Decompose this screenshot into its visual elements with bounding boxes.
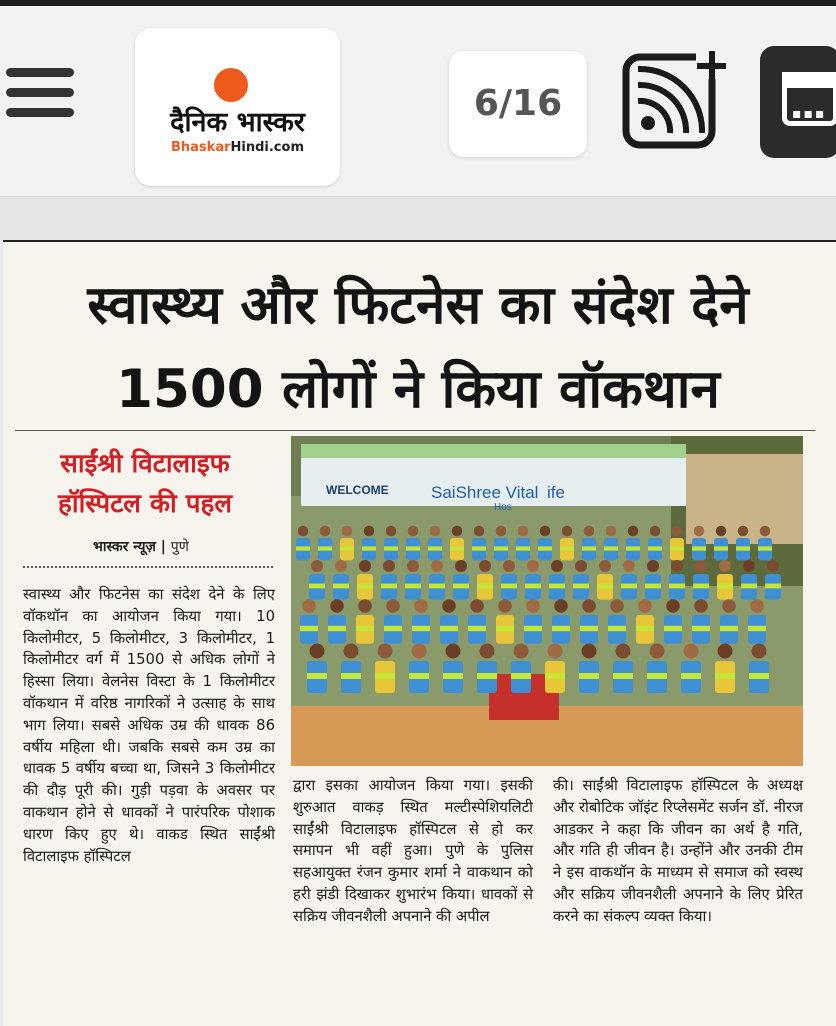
person-jersey-trim [341, 673, 361, 679]
person-head [311, 560, 323, 572]
subheading-line-2: हॉस्पिटल की पहल [58, 489, 232, 519]
person-jersey-trim [296, 546, 310, 550]
person-head [650, 644, 665, 659]
person-jersey-trim [741, 584, 757, 589]
person-head [606, 526, 617, 537]
person-jersey-trim [582, 546, 596, 550]
walkathon-group-photo [291, 436, 803, 766]
person-jersey-trim [714, 546, 728, 550]
person-head [671, 560, 683, 572]
article-column-1: स्वास्थ्य और फिटनेस का संदेश देने के लिए वॉकथॉन का आयोजन किया गया। 10 किलोमीटर, 5 किलोमीटर, 3 किलोमीटर, 1 किलोमीटर वर्ग में 1500 से अधिक लोगों ने हिस्सा लिया। वेलनेस विस्टा के 1 किलोमीटर वॉकथान में वरिष्ठ नागरिकों ने उत्साह के साथ भाग लिया। सबसे अधिक उम्र की धावक 86 वर्षीय महिला थी। जबकि सबसे कम उम्र का धावक 5 वर्षीय बच्चा था, जिसने 3 किलोमीटर की दौड़ पूरी की। गुड़ी पड़वा के अवसर पर वाकथान होने से धावकों ने पारंपरिक पोशाक धारण किए हुए थे। वाकड स्थित साईंश्री विटालाइफ हॉस्पिटल [23, 586, 275, 865]
person-head [548, 644, 563, 659]
person-head [442, 599, 456, 613]
person-jersey-trim [758, 546, 772, 550]
person-jersey-trim [412, 626, 430, 631]
person-jersey-trim [693, 584, 709, 589]
person-head [582, 644, 597, 659]
person-jersey-trim [468, 626, 486, 631]
hamburger-menu-icon[interactable] [6, 68, 74, 124]
byline: भास्कर न्यूज़ | पुणे [93, 539, 189, 555]
person-head [358, 599, 372, 613]
person-jersey-trim [621, 584, 637, 589]
person-head [628, 526, 639, 537]
person-jersey-trim [501, 584, 517, 589]
person-head [412, 644, 427, 659]
person-jersey-trim [409, 673, 429, 679]
person-head [575, 560, 587, 572]
person-jersey-trim [597, 584, 613, 589]
person-head [743, 560, 755, 572]
header-separator [0, 196, 836, 241]
person-jersey-trim [318, 546, 332, 550]
person-head [503, 560, 515, 572]
person-head [298, 526, 309, 537]
article-column-3: की। साईंश्री विटालाइफ हॉस्पिटल के अध्यक्ष और रोबोटिक जॉइंट रिप्लेसमेंट सर्जन डॉ. नीरज आडकर ने कहा कि जीवन का अर्थ है गति, और गति ही जीवन है। उन्होंने और उनकी टीम ने इस वाकथॉन के माध्यम से समाज को स्वस्थ और सक्रिय जीवनशैली अपनाने के लिए प्रेरित करने का संकल्प व्यक्त किया। [553, 777, 803, 925]
person-head [407, 560, 419, 572]
person-head [446, 644, 461, 659]
person-jersey-trim [692, 546, 706, 550]
person-jersey-trim [681, 673, 701, 679]
person-head [672, 526, 683, 537]
person-head [430, 526, 441, 537]
article-column-2: द्वारा इसका आयोजन किया गया। इसकी शुरुआत वाकड़ स्थित मल्टीस्पेशियलिटी साईंश्री विटालाइफ हॉस्पिटल से हो कर समापन भी वहीं हुआ। पुणे के पुलिस सहआयुक्त रंजन कुमार शर्मा ने वाकथान को हरी झंडी दिखाकर शुभारंभ किया। धावकों से सक्रिय जीवनशैली अपनाने की अपील [293, 777, 533, 925]
person-head [496, 526, 507, 537]
person-jersey-trim [524, 626, 542, 631]
person-jersey-trim [307, 673, 327, 679]
person-head [551, 560, 563, 572]
app-header [0, 6, 836, 196]
logo-url [135, 140, 340, 155]
person-head [408, 526, 419, 537]
person-head [310, 644, 325, 659]
person-jersey-trim [736, 546, 750, 550]
person-jersey-trim [516, 546, 530, 550]
person-jersey-trim [525, 584, 541, 589]
person-head [752, 644, 767, 659]
person-head [694, 526, 705, 537]
byline-city: पुणे [170, 539, 189, 555]
person-jersey-trim [309, 584, 325, 589]
person-jersey-trim [636, 626, 654, 631]
person-jersey-trim [429, 584, 445, 589]
person-jersey-trim [384, 626, 402, 631]
sun-logo-icon [214, 68, 248, 102]
person-jersey-trim [648, 546, 662, 550]
person-jersey-trim [664, 626, 682, 631]
person-head [344, 644, 359, 659]
person-head [647, 560, 659, 572]
person-head [330, 599, 344, 613]
person-head [716, 526, 727, 537]
person-jersey-trim [579, 673, 599, 679]
person-head [738, 526, 749, 537]
person-jersey-trim [362, 546, 376, 550]
byline-source: भास्कर न्यूज़ [93, 539, 156, 555]
calendar-button[interactable] [760, 46, 836, 158]
person-head [378, 644, 393, 659]
person-jersey-trim [384, 546, 398, 550]
person-jersey-trim [375, 673, 395, 679]
person-jersey-trim [406, 546, 420, 550]
person-head [599, 560, 611, 572]
calendar-dots-icon: ▪▪▪ [792, 106, 827, 122]
person-jersey-trim [472, 546, 486, 550]
person-jersey-trim [356, 626, 374, 631]
person-head [518, 526, 529, 537]
banner-brand-3: Hos [494, 502, 512, 513]
person-head [480, 644, 495, 659]
person-head [760, 526, 771, 537]
person-head [718, 644, 733, 659]
person-head [452, 526, 463, 537]
person-jersey-trim [647, 673, 667, 679]
banner-brand-1: SaiShree Vital [431, 483, 539, 502]
person-jersey-trim [613, 673, 633, 679]
person-head [414, 599, 428, 613]
person-jersey-trim [333, 584, 349, 589]
person-jersey-trim [560, 546, 574, 550]
banner-welcome: WELCOME [326, 483, 389, 497]
person-jersey-trim [381, 584, 397, 589]
person-head [527, 560, 539, 572]
person-head [342, 526, 353, 537]
person-head [562, 526, 573, 537]
person-jersey-trim [552, 626, 570, 631]
feed-add-button[interactable] [622, 49, 726, 149]
person-head [623, 560, 635, 572]
person-jersey-trim [443, 673, 463, 679]
person-head [526, 599, 540, 613]
person-jersey-trim [717, 584, 733, 589]
person-head [431, 560, 443, 572]
person-jersey-trim [428, 546, 442, 550]
person-head [650, 526, 661, 537]
person-jersey-trim [669, 584, 685, 589]
person-head [540, 526, 551, 537]
person-jersey-trim [357, 584, 373, 589]
person-head [479, 560, 491, 572]
subheading-line-1: साईंश्री विटालाइफ [60, 449, 230, 479]
person-head [584, 526, 595, 537]
person-head [638, 599, 652, 613]
person-jersey-trim [405, 584, 421, 589]
person-jersey-trim [494, 546, 508, 550]
person-head [359, 560, 371, 572]
person-jersey-trim [549, 584, 565, 589]
person-jersey-trim [300, 626, 318, 631]
page-counter[interactable]: 6/16 [449, 51, 587, 157]
person-jersey-trim [604, 546, 618, 550]
person-jersey-trim [545, 673, 565, 679]
person-head [616, 644, 631, 659]
person-jersey-trim [477, 584, 493, 589]
person-jersey-trim [340, 546, 354, 550]
person-jersey-trim [626, 546, 640, 550]
person-head [474, 526, 485, 537]
logo-url-suffix: Hindi.com [230, 140, 304, 155]
person-jersey-trim [580, 626, 598, 631]
person-head [767, 560, 779, 572]
person-head [498, 599, 512, 613]
person-jersey-trim [608, 626, 626, 631]
logo-name: दैनिक भास्कर [170, 107, 305, 138]
headline-rule [15, 430, 815, 431]
person-head [386, 599, 400, 613]
person-head [554, 599, 568, 613]
logo-url-prefix: Bhaskar [171, 140, 231, 155]
banner-brand-2: ife [547, 483, 565, 502]
person-jersey-trim [692, 626, 710, 631]
person-head [455, 560, 467, 572]
person-jersey-trim [450, 546, 464, 550]
group-photo-illustration [291, 436, 803, 766]
person-head [514, 644, 529, 659]
person-jersey-trim [765, 584, 781, 589]
person-head [719, 560, 731, 572]
person-jersey-trim [477, 673, 497, 679]
person-head [470, 599, 484, 613]
person-head [364, 526, 375, 537]
person-head [302, 599, 316, 613]
person-jersey-trim [749, 673, 769, 679]
person-head [684, 644, 699, 659]
person-head [386, 526, 397, 537]
person-head [722, 599, 736, 613]
person-jersey-trim [440, 626, 458, 631]
person-jersey-trim [715, 673, 735, 679]
rss-add-icon [622, 49, 726, 149]
person-head [582, 599, 596, 613]
person-jersey-trim [573, 584, 589, 589]
person-head [610, 599, 624, 613]
person-jersey-trim [720, 626, 738, 631]
person-head [695, 560, 707, 572]
person-jersey-trim [453, 584, 469, 589]
person-head [383, 560, 395, 572]
person-head [666, 599, 680, 613]
person-jersey-trim [496, 626, 514, 631]
headline-line-2: 1500 लोगों ने किया वॉकथान [116, 359, 720, 420]
headline-line-1: स्वास्थ्य और फिटनेस का संदेश देने [87, 275, 749, 336]
person-head [694, 599, 708, 613]
newspaper-clipping [3, 240, 836, 1026]
person-head [335, 560, 347, 572]
logo-card[interactable] [135, 28, 340, 186]
person-jersey-trim [748, 626, 766, 631]
person-jersey-trim [645, 584, 661, 589]
person-head [320, 526, 331, 537]
person-jersey-trim [328, 626, 346, 631]
person-jersey-trim [670, 546, 684, 550]
byline-dotted-rule [23, 566, 273, 568]
person-jersey-trim [511, 673, 531, 679]
person-head [750, 599, 764, 613]
person-jersey-trim [538, 546, 552, 550]
